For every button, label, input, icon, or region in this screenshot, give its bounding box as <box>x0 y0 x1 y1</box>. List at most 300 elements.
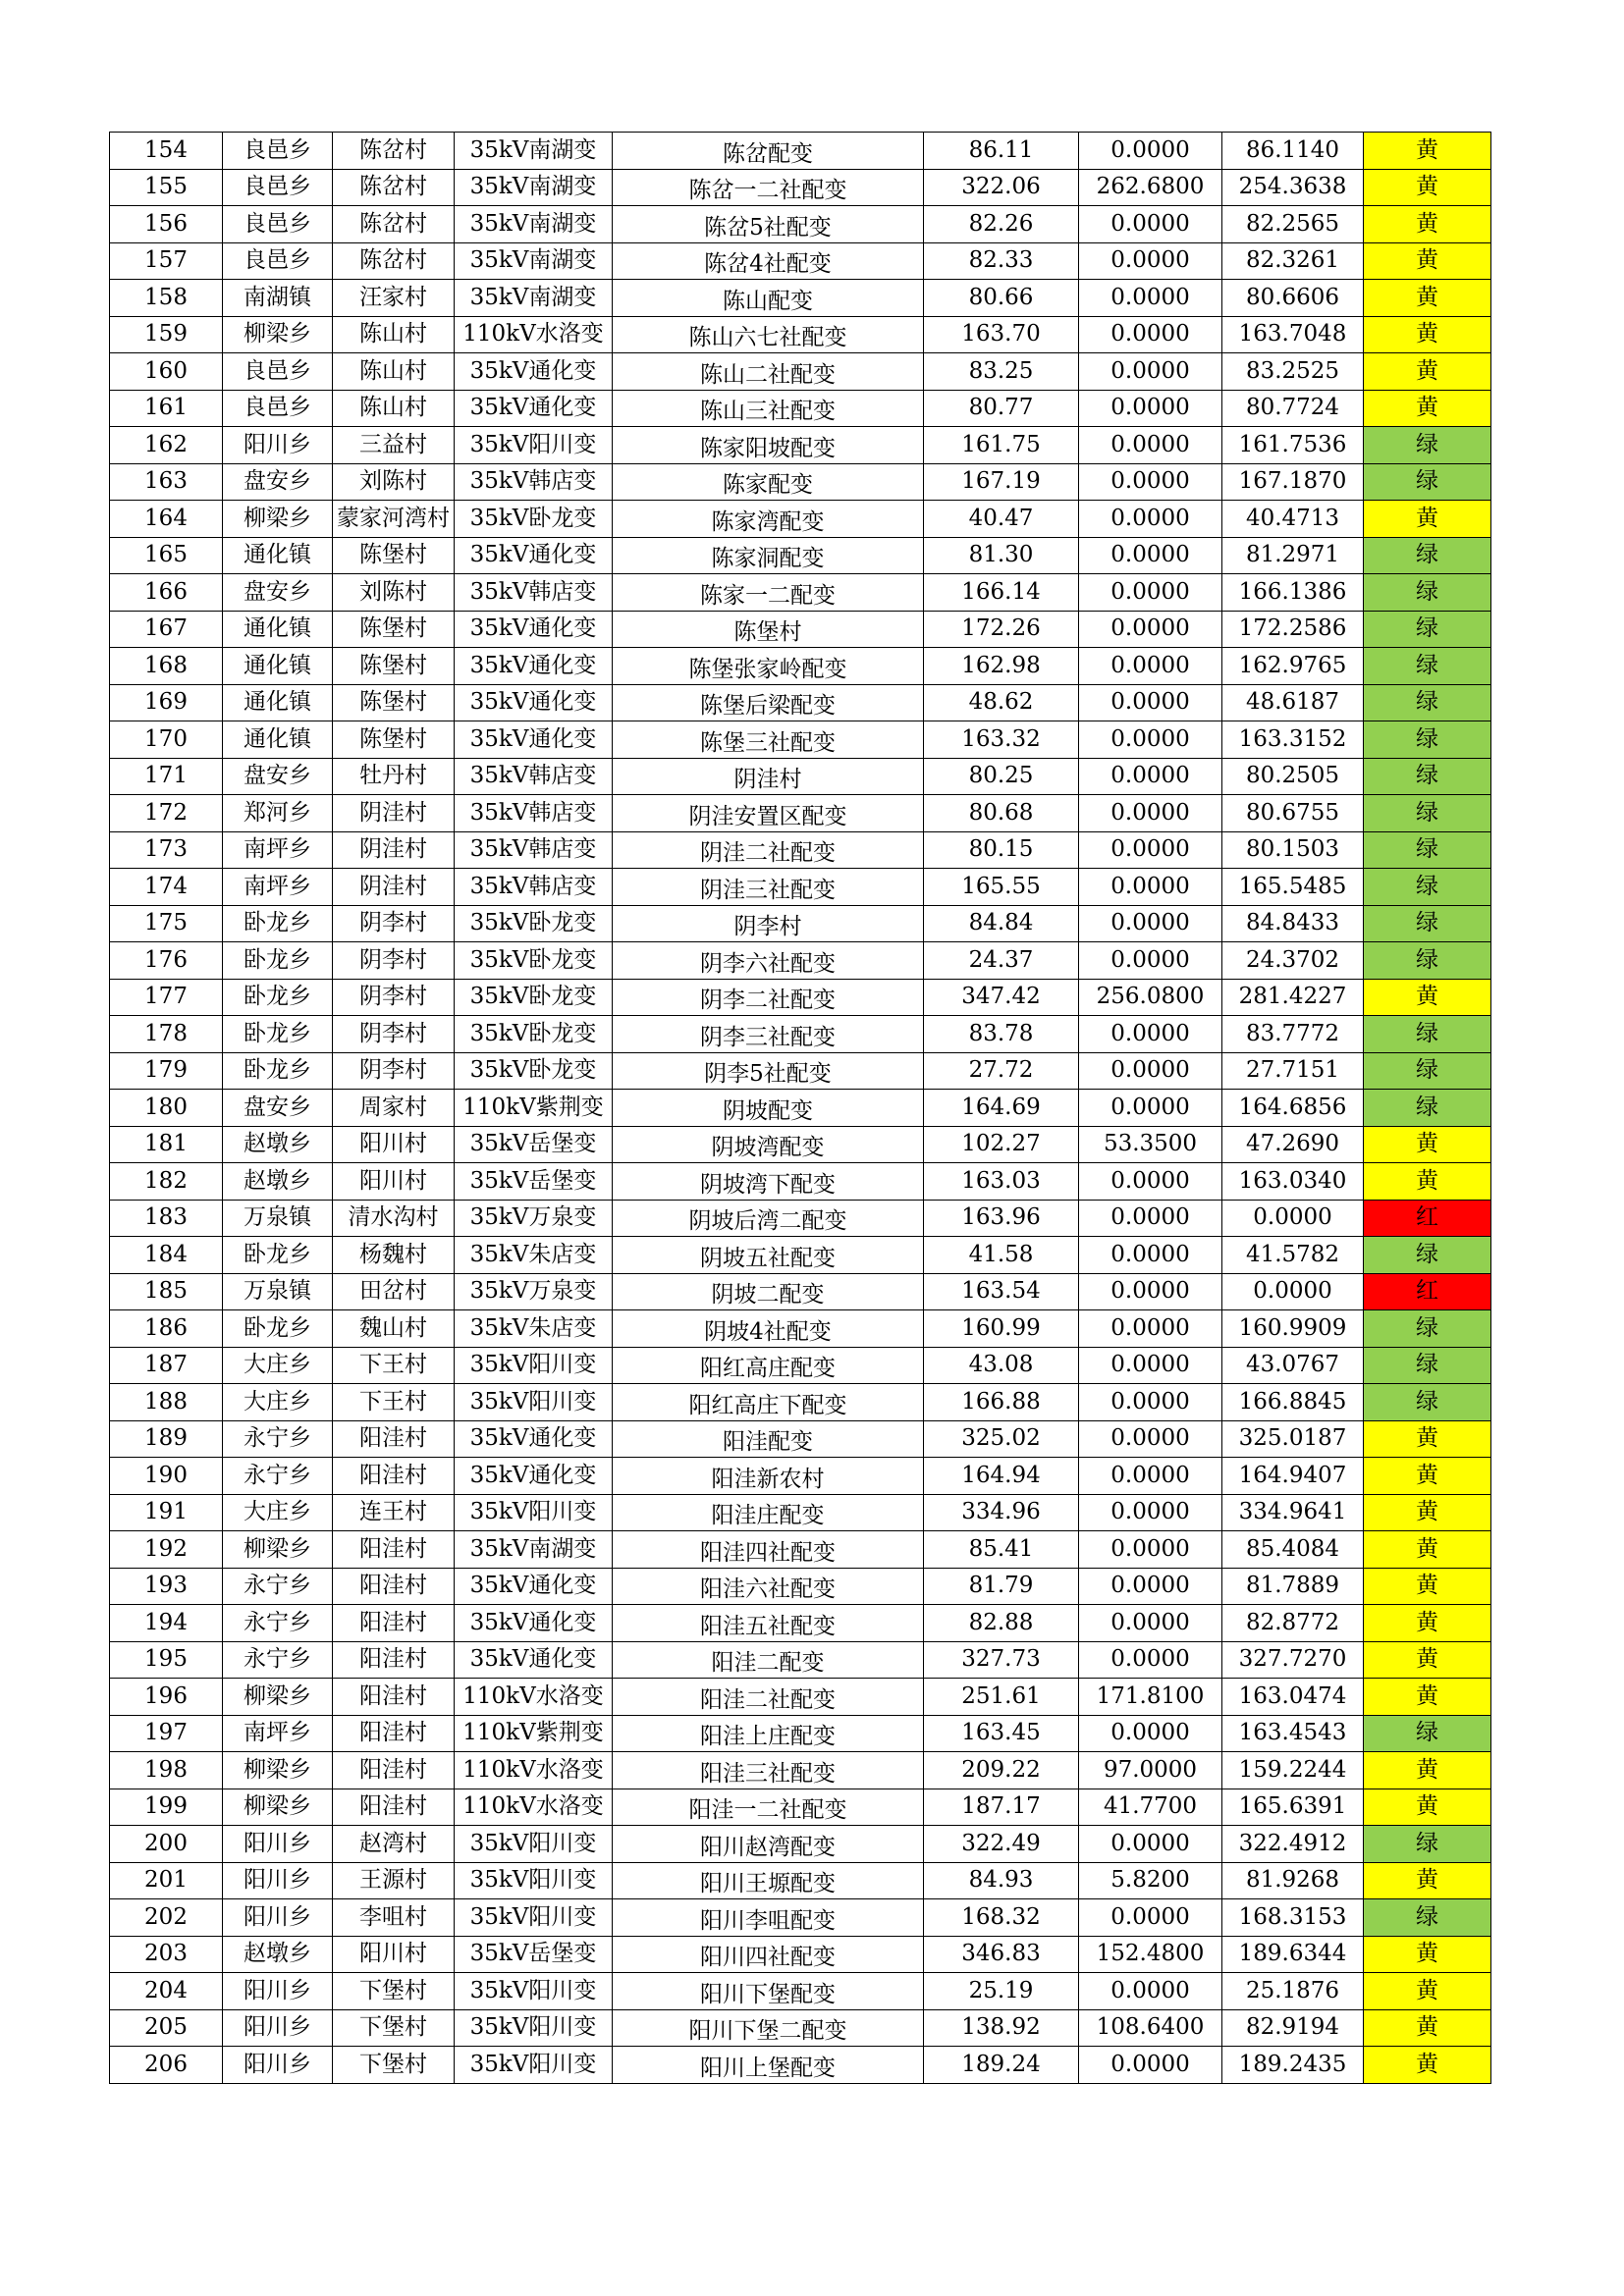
town-cell: 盘安乡 <box>223 758 333 795</box>
village-cell: 下堡村 <box>333 2009 455 2047</box>
row-number-cell: 178 <box>110 1016 223 1053</box>
transformer-name-cell <box>613 353 924 391</box>
status-cell: 黄 <box>1364 133 1491 170</box>
village-cell: 阴李村 <box>333 942 455 980</box>
transformer-name-cell <box>613 1458 924 1495</box>
substation-cell: 35kV通化变 <box>455 353 613 391</box>
value1-cell: 163.70 <box>924 316 1079 353</box>
status-cell: 黄 <box>1364 1531 1491 1569</box>
status-cell: 黄 <box>1364 1420 1491 1458</box>
value3-cell: 48.6187 <box>1222 684 1364 721</box>
town-cell: 良邑乡 <box>223 169 333 206</box>
status-cell: 黄 <box>1364 1936 1491 1973</box>
village-cell: 阴洼村 <box>333 869 455 906</box>
value2-cell: 0.0000 <box>1079 648 1222 685</box>
table-row <box>110 390 1491 427</box>
transformer-name: 阳川下堡二配变 <box>688 2018 847 2045</box>
substation-cell: 35kV朱店变 <box>455 1237 613 1274</box>
row-number-cell: 194 <box>110 1605 223 1642</box>
value1-cell: 80.25 <box>924 758 1079 795</box>
table-row <box>110 648 1491 685</box>
village-cell: 阳川村 <box>333 1163 455 1201</box>
value3-cell: 82.2565 <box>1222 206 1364 243</box>
town-cell: 阳川乡 <box>223 2009 333 2047</box>
status-cell: 绿 <box>1364 869 1491 906</box>
transformer-name-cell <box>613 1862 924 1899</box>
town-cell: 盘安乡 <box>223 574 333 612</box>
row-number-cell: 200 <box>110 1826 223 1863</box>
transformer-name-cell <box>613 684 924 721</box>
status-cell: 绿 <box>1364 463 1491 501</box>
row-number-cell: 206 <box>110 2047 223 2084</box>
value1-cell: 161.75 <box>924 427 1079 464</box>
table-row <box>110 280 1491 317</box>
transformer-name-cell <box>613 501 924 538</box>
village-cell: 李咀村 <box>333 1899 455 1937</box>
town-cell: 柳梁乡 <box>223 1531 333 1569</box>
substation-cell: 35kV韩店变 <box>455 831 613 869</box>
status-cell: 绿 <box>1364 1310 1491 1348</box>
substation-cell: 35kV阳川变 <box>455 1826 613 1863</box>
status-cell: 绿 <box>1364 574 1491 612</box>
value1-cell: 187.17 <box>924 1789 1079 1826</box>
transformer-name: 阴洼二社配变 <box>700 840 836 867</box>
value2-cell: 0.0000 <box>1079 905 1222 942</box>
table-body <box>110 133 1491 2084</box>
value1-cell: 27.72 <box>924 1052 1079 1090</box>
town-cell: 阳川乡 <box>223 1899 333 1937</box>
table-row <box>110 316 1491 353</box>
town-cell: 盘安乡 <box>223 463 333 501</box>
value1-cell: 81.30 <box>924 537 1079 574</box>
substation-cell: 35kV南湖变 <box>455 169 613 206</box>
village-cell: 阴洼村 <box>333 795 455 832</box>
value3-cell: 41.5782 <box>1222 1237 1364 1274</box>
value2-cell: 0.0000 <box>1079 390 1222 427</box>
village-cell: 陈岔村 <box>333 169 455 206</box>
table-row <box>110 1605 1491 1642</box>
transformer-name: 阴洼村 <box>733 767 802 793</box>
substation-cell: 35kV阳川变 <box>455 2009 613 2047</box>
substation-cell: 35kV通化变 <box>455 1420 613 1458</box>
value2-cell: 0.0000 <box>1079 795 1222 832</box>
transformer-name-cell <box>613 1715 924 1752</box>
transformer-name: 阳洼六社配变 <box>700 1576 836 1603</box>
value1-cell: 84.93 <box>924 1862 1079 1899</box>
transformer-name: 阴坡配变 <box>723 1097 813 1124</box>
table-row <box>110 758 1491 795</box>
town-cell: 赵墩乡 <box>223 1163 333 1201</box>
transformer-name: 阴坡二配变 <box>711 1282 825 1308</box>
status-cell: 绿 <box>1364 1237 1491 1274</box>
row-number-cell: 190 <box>110 1458 223 1495</box>
table-row <box>110 1052 1491 1090</box>
row-number-cell: 181 <box>110 1126 223 1163</box>
transformer-name-cell <box>613 169 924 206</box>
value1-cell: 168.32 <box>924 1899 1079 1937</box>
row-number-cell: 187 <box>110 1347 223 1384</box>
status-cell: 绿 <box>1364 1052 1491 1090</box>
village-cell: 陈山村 <box>333 353 455 391</box>
value2-cell: 0.0000 <box>1079 1163 1222 1201</box>
substation-cell: 110kV水洛变 <box>455 1789 613 1826</box>
status-cell: 绿 <box>1364 831 1491 869</box>
table-row <box>110 2009 1491 2047</box>
table-row <box>110 1936 1491 1973</box>
table-row <box>110 795 1491 832</box>
substation-cell: 35kV卧龙变 <box>455 1052 613 1090</box>
transformer-name-cell <box>613 1310 924 1348</box>
transformer-name: 阳川下堡配变 <box>700 1981 836 2007</box>
town-cell: 通化镇 <box>223 648 333 685</box>
table-row <box>110 1200 1491 1237</box>
town-cell: 大庄乡 <box>223 1347 333 1384</box>
table-row <box>110 133 1491 170</box>
transformer-name-cell <box>613 463 924 501</box>
town-cell: 通化镇 <box>223 537 333 574</box>
value2-cell: 0.0000 <box>1079 1899 1222 1937</box>
village-cell: 阳洼村 <box>333 1641 455 1679</box>
value2-cell: 0.0000 <box>1079 242 1222 280</box>
town-cell: 永宁乡 <box>223 1641 333 1679</box>
transformer-name-cell <box>613 1494 924 1531</box>
transformer-name: 阳洼一二社配变 <box>688 1797 847 1824</box>
village-cell: 陈岔村 <box>333 133 455 170</box>
transformer-name-cell <box>613 1347 924 1384</box>
transformer-name-cell <box>613 1531 924 1569</box>
value1-cell: 163.32 <box>924 721 1079 759</box>
value1-cell: 165.55 <box>924 869 1079 906</box>
value1-cell: 83.25 <box>924 353 1079 391</box>
value3-cell: 327.7270 <box>1222 1641 1364 1679</box>
substation-cell: 35kV南湖变 <box>455 242 613 280</box>
transformer-name-cell <box>613 905 924 942</box>
value2-cell: 0.0000 <box>1079 831 1222 869</box>
value3-cell: 24.3702 <box>1222 942 1364 980</box>
value1-cell: 80.77 <box>924 390 1079 427</box>
table-row <box>110 1752 1491 1789</box>
row-number-cell: 177 <box>110 979 223 1016</box>
status-cell: 黄 <box>1364 316 1491 353</box>
row-number-cell: 201 <box>110 1862 223 1899</box>
row-number-cell: 192 <box>110 1531 223 1569</box>
table-row <box>110 1973 1491 2010</box>
row-number-cell: 164 <box>110 501 223 538</box>
transformer-name: 阴坡4社配变 <box>704 1318 832 1345</box>
transformer-name-cell <box>613 574 924 612</box>
substation-cell: 35kV万泉变 <box>455 1273 613 1310</box>
value3-cell: 322.4912 <box>1222 1826 1364 1863</box>
row-number-cell: 154 <box>110 133 223 170</box>
table-row <box>110 1826 1491 1863</box>
row-number-cell: 191 <box>110 1494 223 1531</box>
value3-cell: 80.2505 <box>1222 758 1364 795</box>
transformer-name-cell <box>613 721 924 759</box>
village-cell: 陈山村 <box>333 390 455 427</box>
row-number-cell: 180 <box>110 1090 223 1127</box>
value2-cell: 0.0000 <box>1079 1090 1222 1127</box>
value3-cell: 80.6606 <box>1222 280 1364 317</box>
transformer-name-cell <box>613 1973 924 2010</box>
status-cell: 黄 <box>1364 1789 1491 1826</box>
table-row <box>110 1679 1491 1716</box>
status-cell: 黄 <box>1364 2047 1491 2084</box>
table-row <box>110 905 1491 942</box>
substation-cell: 110kV水洛变 <box>455 1752 613 1789</box>
value2-cell: 0.0000 <box>1079 1494 1222 1531</box>
status-cell: 红 <box>1364 1273 1491 1310</box>
value1-cell: 251.61 <box>924 1679 1079 1716</box>
value1-cell: 163.03 <box>924 1163 1079 1201</box>
transformer-name-cell <box>613 942 924 980</box>
row-number-cell: 182 <box>110 1163 223 1201</box>
substation-cell: 35kV阳川变 <box>455 1384 613 1421</box>
data-table <box>109 132 1491 2084</box>
row-number-cell: 166 <box>110 574 223 612</box>
town-cell: 柳梁乡 <box>223 1679 333 1716</box>
substation-cell: 35kV韩店变 <box>455 463 613 501</box>
row-number-cell: 174 <box>110 869 223 906</box>
value1-cell: 48.62 <box>924 684 1079 721</box>
status-cell: 绿 <box>1364 1899 1491 1937</box>
substation-cell: 35kV通化变 <box>455 648 613 685</box>
transformer-name-cell <box>613 390 924 427</box>
transformer-name: 阴李六社配变 <box>700 950 836 977</box>
town-cell: 卧龙乡 <box>223 905 333 942</box>
value2-cell: 0.0000 <box>1079 1347 1222 1384</box>
transformer-name-cell <box>613 795 924 832</box>
substation-cell: 35kV通化变 <box>455 1641 613 1679</box>
value1-cell: 82.26 <box>924 206 1079 243</box>
transformer-name: 陈家一二配变 <box>700 582 836 609</box>
transformer-name: 陈堡三社配变 <box>700 729 836 756</box>
town-cell: 南湖镇 <box>223 280 333 317</box>
value3-cell: 81.9268 <box>1222 1862 1364 1899</box>
town-cell: 大庄乡 <box>223 1384 333 1421</box>
village-cell: 魏山村 <box>333 1310 455 1348</box>
value1-cell: 166.14 <box>924 574 1079 612</box>
table-row <box>110 1715 1491 1752</box>
substation-cell: 110kV水洛变 <box>455 316 613 353</box>
value2-cell: 41.7700 <box>1079 1789 1222 1826</box>
row-number-cell: 198 <box>110 1752 223 1789</box>
substation-cell: 35kV韩店变 <box>455 758 613 795</box>
transformer-name: 阳川上堡配变 <box>700 2055 836 2081</box>
town-cell: 卧龙乡 <box>223 1016 333 1053</box>
town-cell: 良邑乡 <box>223 133 333 170</box>
town-cell: 柳梁乡 <box>223 1752 333 1789</box>
value3-cell: 81.2971 <box>1222 537 1364 574</box>
value2-cell: 0.0000 <box>1079 1458 1222 1495</box>
value1-cell: 84.84 <box>924 905 1079 942</box>
value3-cell: 165.6391 <box>1222 1789 1364 1826</box>
substation-cell: 35kV通化变 <box>455 537 613 574</box>
status-cell: 绿 <box>1364 795 1491 832</box>
status-cell: 绿 <box>1364 537 1491 574</box>
status-cell: 绿 <box>1364 611 1491 648</box>
status-cell: 绿 <box>1364 905 1491 942</box>
row-number-cell: 197 <box>110 1715 223 1752</box>
village-cell: 阳洼村 <box>333 1789 455 1826</box>
value3-cell: 80.6755 <box>1222 795 1364 832</box>
status-cell: 黄 <box>1364 501 1491 538</box>
village-cell: 阳洼村 <box>333 1605 455 1642</box>
substation-cell: 35kV阳川变 <box>455 427 613 464</box>
value2-cell: 0.0000 <box>1079 1568 1222 1605</box>
substation-cell: 35kV卧龙变 <box>455 979 613 1016</box>
town-cell: 赵墩乡 <box>223 1936 333 1973</box>
value1-cell: 334.96 <box>924 1494 1079 1531</box>
table-row <box>110 1420 1491 1458</box>
table-row <box>110 1310 1491 1348</box>
row-number-cell: 158 <box>110 280 223 317</box>
village-cell: 陈山村 <box>333 316 455 353</box>
status-cell: 红 <box>1364 1200 1491 1237</box>
table-row <box>110 1237 1491 1274</box>
transformer-name-cell <box>613 1826 924 1863</box>
village-cell: 阴李村 <box>333 905 455 942</box>
transformer-name: 阳川赵湾配变 <box>700 1834 836 1860</box>
value3-cell: 27.7151 <box>1222 1052 1364 1090</box>
transformer-name: 阳川李咀配变 <box>700 1907 836 1934</box>
transformer-name: 阳洼新农村 <box>711 1466 825 1492</box>
value1-cell: 163.54 <box>924 1273 1079 1310</box>
transformer-name: 阳红高庄配变 <box>700 1356 836 1382</box>
table-row <box>110 721 1491 759</box>
transformer-name-cell <box>613 1568 924 1605</box>
town-cell: 大庄乡 <box>223 1494 333 1531</box>
row-number-cell: 195 <box>110 1641 223 1679</box>
value3-cell: 40.4713 <box>1222 501 1364 538</box>
transformer-name-cell <box>613 206 924 243</box>
substation-cell: 35kV阳川变 <box>455 1973 613 2010</box>
value2-cell: 53.3500 <box>1079 1126 1222 1163</box>
value3-cell: 254.3638 <box>1222 169 1364 206</box>
substation-cell: 35kV阳川变 <box>455 1494 613 1531</box>
transformer-name-cell <box>613 1420 924 1458</box>
village-cell: 陈堡村 <box>333 537 455 574</box>
value1-cell: 25.19 <box>924 1973 1079 2010</box>
transformer-name: 阴坡五社配变 <box>700 1245 836 1271</box>
village-cell: 阳洼村 <box>333 1752 455 1789</box>
row-number-cell: 184 <box>110 1237 223 1274</box>
status-cell: 绿 <box>1364 1347 1491 1384</box>
status-cell: 黄 <box>1364 169 1491 206</box>
row-number-cell: 186 <box>110 1310 223 1348</box>
town-cell: 南坪乡 <box>223 869 333 906</box>
value2-cell: 256.0800 <box>1079 979 1222 1016</box>
town-cell: 永宁乡 <box>223 1420 333 1458</box>
substation-cell: 110kV水洛变 <box>455 1679 613 1716</box>
table-row <box>110 1347 1491 1384</box>
table-row <box>110 1862 1491 1899</box>
substation-cell: 35kV岳堡变 <box>455 1936 613 1973</box>
value3-cell: 80.7724 <box>1222 390 1364 427</box>
substation-cell: 110kV紫荆变 <box>455 1715 613 1752</box>
value3-cell: 163.4543 <box>1222 1715 1364 1752</box>
table-row <box>110 2047 1491 2084</box>
value2-cell: 97.0000 <box>1079 1752 1222 1789</box>
substation-cell: 35kV岳堡变 <box>455 1163 613 1201</box>
value1-cell: 102.27 <box>924 1126 1079 1163</box>
transformer-name: 阳洼五社配变 <box>700 1613 836 1639</box>
transformer-name-cell <box>613 537 924 574</box>
transformer-name-cell <box>613 2047 924 2084</box>
row-number-cell: 193 <box>110 1568 223 1605</box>
value1-cell: 41.58 <box>924 1237 1079 1274</box>
town-cell: 阳川乡 <box>223 2047 333 2084</box>
value2-cell: 0.0000 <box>1079 721 1222 759</box>
village-cell: 陈堡村 <box>333 684 455 721</box>
value3-cell: 43.0767 <box>1222 1347 1364 1384</box>
transformer-name: 陈岔一二社配变 <box>688 178 847 204</box>
value1-cell: 164.94 <box>924 1458 1079 1495</box>
transformer-name: 陈岔5社配变 <box>704 214 832 240</box>
substation-cell: 35kV南湖变 <box>455 280 613 317</box>
substation-cell: 35kV通化变 <box>455 1458 613 1495</box>
value3-cell: 86.1140 <box>1222 133 1364 170</box>
table-row <box>110 1641 1491 1679</box>
value1-cell: 209.22 <box>924 1752 1079 1789</box>
value1-cell: 189.24 <box>924 2047 1079 2084</box>
table-row <box>110 463 1491 501</box>
table-row <box>110 1458 1491 1495</box>
value1-cell: 166.88 <box>924 1384 1079 1421</box>
village-cell: 阳洼村 <box>333 1715 455 1752</box>
table-row <box>110 1789 1491 1826</box>
row-number-cell: 199 <box>110 1789 223 1826</box>
value3-cell: 0.0000 <box>1222 1200 1364 1237</box>
transformer-name: 陈堡后梁配变 <box>700 693 836 720</box>
transformer-name: 阴李三社配变 <box>700 1024 836 1050</box>
transformer-name-cell <box>613 1163 924 1201</box>
value2-cell: 0.0000 <box>1079 206 1222 243</box>
village-cell: 刘陈村 <box>333 463 455 501</box>
status-cell: 黄 <box>1364 390 1491 427</box>
substation-cell: 35kV万泉变 <box>455 1200 613 1237</box>
substation-cell: 35kV卧龙变 <box>455 942 613 980</box>
transformer-name: 陈山三社配变 <box>700 399 836 425</box>
village-cell: 刘陈村 <box>333 574 455 612</box>
value1-cell: 160.99 <box>924 1310 1079 1348</box>
town-cell: 良邑乡 <box>223 242 333 280</box>
row-number-cell: 169 <box>110 684 223 721</box>
transformer-name-cell <box>613 1936 924 1973</box>
value2-cell: 0.0000 <box>1079 942 1222 980</box>
substation-cell: 35kV岳堡变 <box>455 1126 613 1163</box>
transformer-name: 陈家湾配变 <box>711 508 825 535</box>
town-cell: 通化镇 <box>223 684 333 721</box>
value3-cell: 82.3261 <box>1222 242 1364 280</box>
value2-cell: 0.0000 <box>1079 2047 1222 2084</box>
status-cell: 黄 <box>1364 1126 1491 1163</box>
town-cell: 良邑乡 <box>223 353 333 391</box>
transformer-name: 阴李5社配变 <box>704 1061 832 1088</box>
value2-cell: 0.0000 <box>1079 684 1222 721</box>
village-cell: 陈堡村 <box>333 648 455 685</box>
row-number-cell: 204 <box>110 1973 223 2010</box>
value3-cell: 164.6856 <box>1222 1090 1364 1127</box>
town-cell: 良邑乡 <box>223 390 333 427</box>
value3-cell: 325.0187 <box>1222 1420 1364 1458</box>
status-cell: 绿 <box>1364 684 1491 721</box>
row-number-cell: 188 <box>110 1384 223 1421</box>
value1-cell: 163.45 <box>924 1715 1079 1752</box>
transformer-name: 阳洼三社配变 <box>700 1760 836 1787</box>
value2-cell: 0.0000 <box>1079 353 1222 391</box>
status-cell: 绿 <box>1364 758 1491 795</box>
transformer-name: 陈家阳坡配变 <box>700 435 836 461</box>
